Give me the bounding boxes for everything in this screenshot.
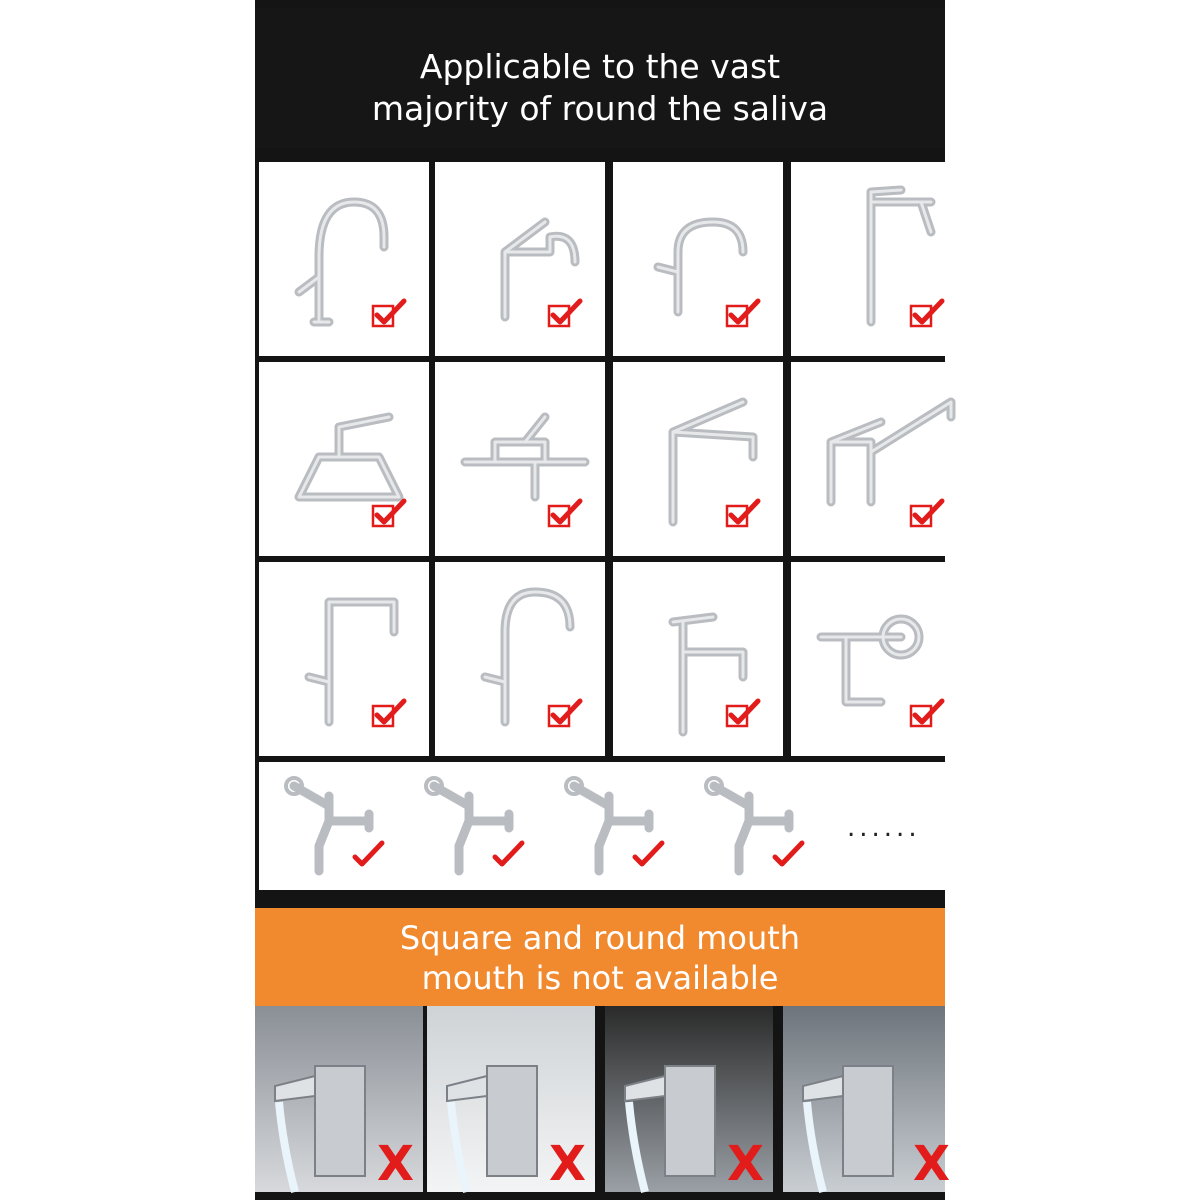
incompatible-title — [255, 918, 945, 998]
compatible-faucet-cell — [791, 562, 951, 756]
cross-mark-icon: X — [377, 1136, 415, 1192]
compatible-faucet-cell — [613, 362, 783, 556]
incompatible-banner — [255, 908, 945, 1006]
product-poster — [255, 0, 951, 1200]
compatible-faucet-cell — [259, 362, 429, 556]
incompatible-faucet-photo — [255, 1006, 423, 1192]
compatible-faucet-cell — [435, 562, 605, 756]
compatible-faucet-cell — [435, 162, 605, 356]
header-title-line-1: Applicable to the vast — [419, 47, 781, 86]
compatible-faucet-cell — [791, 362, 951, 556]
compatible-faucet-cell — [613, 162, 783, 356]
compatible-faucet-cell — [791, 162, 951, 356]
incompatible-title-line-2: mouth is not available — [421, 959, 779, 997]
compatible-faucet-cell — [613, 562, 783, 756]
header-title — [255, 46, 945, 130]
compatible-faucet-cell — [259, 562, 429, 756]
cross-mark-icon: X — [549, 1136, 587, 1192]
compatible-faucet-cell — [259, 162, 429, 356]
cross-mark-icon: X — [913, 1136, 951, 1192]
incompatible-title-line-1: Square and round mouth — [399, 919, 801, 957]
header-banner — [255, 8, 945, 148]
incompatible-faucet-photo — [427, 1006, 595, 1192]
incompatible-faucet-photo — [783, 1006, 951, 1192]
compatible-faucet-cell — [435, 362, 605, 556]
more-indicator: ...... — [847, 813, 921, 843]
incompatible-faucet-photo — [605, 1006, 773, 1192]
wall-tap-row — [259, 762, 949, 890]
cross-mark-icon: X — [727, 1136, 765, 1192]
header-title-line-2: majority of round the saliva — [371, 89, 829, 128]
